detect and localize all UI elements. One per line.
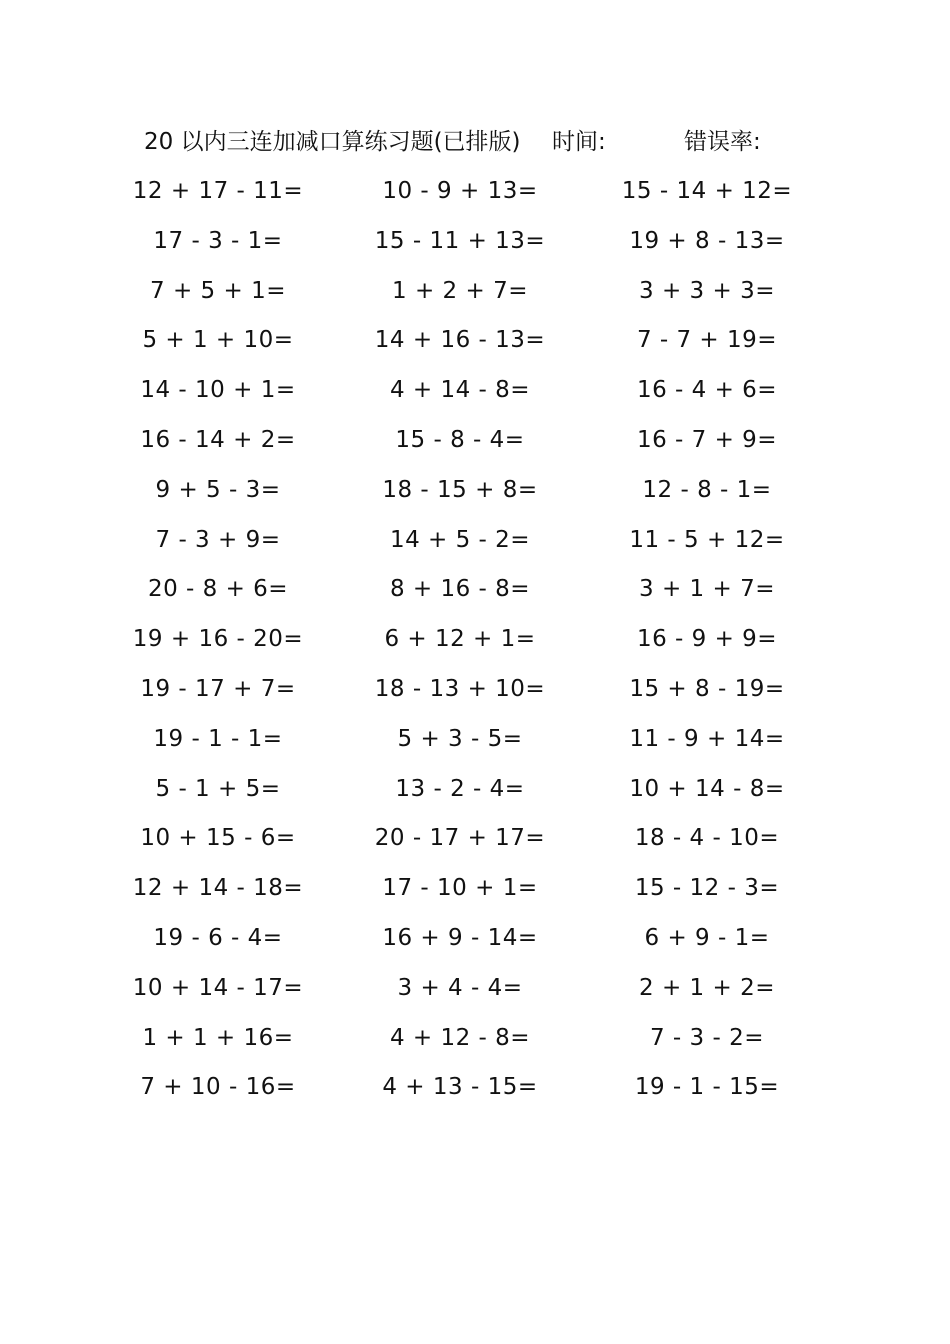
arithmetic-problem: 18 - 13 + 10=: [374, 675, 546, 702]
arithmetic-problem: 2 + 1 + 2=: [639, 974, 775, 1001]
arithmetic-problem: 19 - 1 - 15=: [634, 1074, 780, 1101]
arithmetic-problem: 19 - 17 + 7=: [140, 675, 296, 702]
arithmetic-problem: 19 + 16 - 20=: [132, 626, 304, 653]
arithmetic-problem: 10 - 9 + 13=: [382, 178, 538, 204]
problem-row: [0, 371, 950, 421]
problem-row: [0, 720, 950, 770]
arithmetic-problem: 10 + 14 - 17=: [132, 974, 304, 1001]
problem-row: [0, 1019, 950, 1069]
arithmetic-problem: 3 + 3 + 3=: [639, 277, 775, 304]
arithmetic-problem: 17 - 3 - 1=: [153, 227, 283, 254]
arithmetic-problem: 19 + 8 - 13=: [629, 227, 785, 254]
error-rate-label: 错误率:: [684, 129, 761, 155]
arithmetic-problem: 5 - 1 + 5=: [155, 775, 281, 802]
problem-row: [0, 471, 950, 521]
arithmetic-problem: 15 - 11 + 13=: [374, 227, 546, 254]
arithmetic-problem: 4 + 13 - 15=: [382, 1074, 538, 1101]
arithmetic-problem: 4 + 14 - 8=: [389, 377, 531, 404]
arithmetic-problem: 10 + 15 - 6=: [140, 825, 296, 852]
arithmetic-problem: 3 + 4 - 4=: [397, 974, 523, 1001]
arithmetic-problem: 1 + 2 + 7=: [392, 277, 528, 304]
problem-row: [0, 272, 950, 322]
problem-row: [0, 670, 950, 720]
problem-row: [0, 321, 950, 371]
arithmetic-problem: 12 - 8 - 1=: [642, 476, 772, 503]
problem-row: [0, 570, 950, 620]
arithmetic-problem: 4 + 12 - 8=: [389, 1024, 531, 1051]
problem-row: [0, 770, 950, 820]
arithmetic-problem: 19 - 1 - 1=: [153, 725, 283, 752]
problem-row: [0, 620, 950, 670]
arithmetic-problem: 15 - 12 - 3=: [634, 875, 780, 902]
arithmetic-problem: 3 + 1 + 7=: [639, 576, 775, 603]
arithmetic-problem: 16 - 4 + 6=: [636, 377, 778, 404]
problem-grid: [0, 172, 950, 1118]
arithmetic-problem: 12 + 17 - 11=: [132, 178, 304, 204]
arithmetic-problem: 14 - 10 + 1=: [140, 377, 296, 404]
arithmetic-problem: 14 + 5 - 2=: [389, 526, 531, 553]
problem-row: [0, 1068, 950, 1118]
arithmetic-problem: 16 + 9 - 14=: [382, 924, 538, 951]
arithmetic-problem: 1 + 1 + 16=: [142, 1024, 294, 1051]
arithmetic-problem: 10 + 14 - 8=: [629, 775, 785, 802]
arithmetic-problem: 20 - 17 + 17=: [374, 825, 546, 852]
arithmetic-problem: 20 - 8 + 6=: [147, 576, 289, 603]
arithmetic-problem: 8 + 16 - 8=: [389, 576, 531, 603]
arithmetic-problem: 16 - 14 + 2=: [140, 426, 296, 453]
arithmetic-problem: 17 - 10 + 1=: [382, 875, 538, 902]
problem-row: [0, 819, 950, 869]
arithmetic-problem: 7 + 5 + 1=: [150, 277, 286, 304]
problem-row: [0, 521, 950, 571]
arithmetic-problem: 16 - 9 + 9=: [636, 626, 778, 653]
arithmetic-problem: 14 + 16 - 13=: [374, 327, 546, 354]
arithmetic-problem: 13 - 2 - 4=: [395, 775, 525, 802]
arithmetic-problem: 18 - 15 + 8=: [382, 476, 538, 503]
arithmetic-problem: 11 - 5 + 12=: [629, 526, 785, 553]
arithmetic-problem: 16 - 7 + 9=: [636, 426, 778, 453]
worksheet-header: [0, 124, 950, 160]
arithmetic-problem: 7 - 3 + 9=: [155, 526, 281, 553]
arithmetic-problem: 12 + 14 - 18=: [132, 875, 304, 902]
arithmetic-problem: 18 - 4 - 10=: [634, 825, 780, 852]
arithmetic-problem: 15 + 8 - 19=: [629, 675, 785, 702]
arithmetic-problem: 6 + 9 - 1=: [644, 924, 770, 951]
arithmetic-problem: 5 + 3 - 5=: [397, 725, 523, 752]
arithmetic-problem: 7 + 10 - 16=: [140, 1074, 296, 1101]
problem-row: [0, 969, 950, 1019]
arithmetic-problem: 5 + 1 + 10=: [142, 327, 294, 354]
arithmetic-problem: 6 + 12 + 1=: [384, 626, 536, 653]
arithmetic-problem: 7 - 7 + 19=: [636, 327, 778, 354]
problem-row: [0, 919, 950, 969]
arithmetic-problem: 15 - 8 - 4=: [395, 426, 525, 453]
arithmetic-problem: 19 - 6 - 4=: [153, 924, 283, 951]
arithmetic-problem: 9 + 5 - 3=: [155, 476, 281, 503]
problem-row: [0, 222, 950, 272]
problem-row: [0, 869, 950, 919]
problem-row: [0, 421, 950, 471]
worksheet-title: 20 以内三连加减口算练习题(已排版): [144, 129, 521, 155]
arithmetic-problem: 15 - 14 + 12=: [621, 178, 793, 204]
time-label: 时间:: [552, 129, 606, 155]
arithmetic-problem: 7 - 3 - 2=: [649, 1024, 764, 1051]
problem-row: [0, 172, 950, 222]
arithmetic-problem: 11 - 9 + 14=: [629, 725, 785, 752]
